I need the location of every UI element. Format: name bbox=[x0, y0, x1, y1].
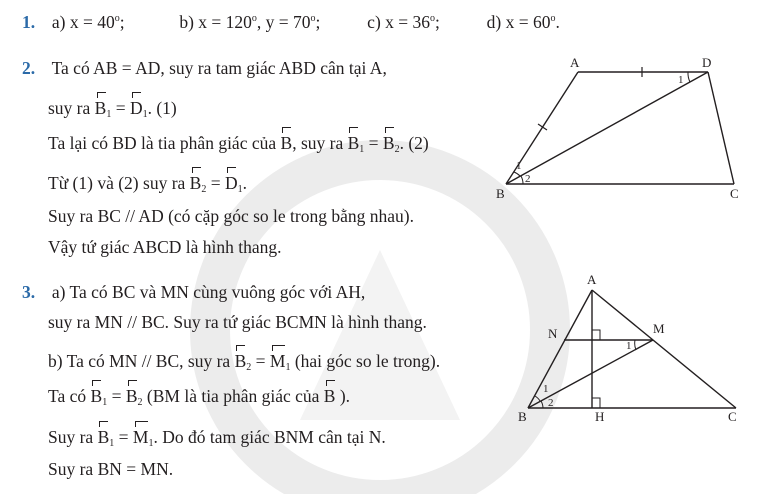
angle-b1: 1 bbox=[543, 383, 549, 395]
label-c: C bbox=[730, 186, 739, 201]
angle-m1: 1 bbox=[626, 340, 632, 352]
exercise-3-line-6: Suy ra BN = MN. bbox=[48, 459, 174, 479]
angle-d1: 1 bbox=[678, 74, 684, 86]
exercise-2-line-2: suy ra $B_1 = D_1$. (1) bbox=[48, 98, 177, 120]
label-b: B bbox=[518, 409, 527, 424]
exercise-3-line-2: suy ra MN // BC. Suy ra tứ giác BCMN là hình thang. bbox=[48, 312, 427, 332]
figure-triangle-abc bbox=[510, 268, 762, 428]
exercise-2-line-1: 2. Ta có AB = AD, suy ra tam giác ABD cân tại A, bbox=[22, 58, 387, 78]
answer-c: c) $x = 36^o$; bbox=[367, 12, 440, 32]
angle-b1: 1 bbox=[516, 160, 522, 172]
answer-b: b) $x = 120^o$, $y = 70^o$; bbox=[179, 12, 321, 32]
label-c: C bbox=[728, 409, 737, 424]
label-a: A bbox=[570, 55, 580, 70]
exercise-2-number: 2. bbox=[22, 58, 36, 78]
exercise-3-line-3: b) Ta có MN // BC, suy ra $B_2 = M_1$ (hai góc so le trong). bbox=[48, 351, 441, 373]
exercise-3-line-4: Ta có $B_1 = B_2$ (BM là tia phân giác của B ). bbox=[48, 386, 351, 408]
exercise-2-line-5: Suy ra BC // AD (có cặp góc so le trong bằng nhau). bbox=[48, 206, 414, 226]
angle-b2: 2 bbox=[548, 397, 554, 409]
exercise-2-line-6: Vậy tứ giác ABCD là hình thang. bbox=[48, 237, 282, 257]
label-b: B bbox=[496, 186, 505, 201]
label-a: A bbox=[587, 272, 597, 287]
exercise-1-number: 1. bbox=[22, 12, 36, 32]
angle-b2: 2 bbox=[525, 173, 531, 185]
answer-d: d) $x = 60^o$. bbox=[486, 12, 560, 32]
label-d: D bbox=[702, 55, 712, 70]
exercise-2-line-4: Từ (1) và (2) suy ra $B_2 = D_1$. bbox=[48, 173, 247, 195]
answer-a: a) $x = 40^o$; bbox=[51, 12, 125, 32]
exercise-3-number: 3. bbox=[22, 282, 36, 302]
label-h: H bbox=[595, 409, 605, 424]
exercise-2-line-3: Ta lại có BD là tia phân giác của B, suy ra $B_1 = B_2$. (2) bbox=[48, 133, 429, 155]
label-n: N bbox=[548, 326, 558, 341]
exercise-1 bbox=[22, 8, 560, 33]
exercise-3-line-1: 3. a) Ta có BC và MN cùng vuông góc với AH, bbox=[22, 282, 366, 302]
exercise-3-line-5: Suy ra $B_1 = M_1$. Do đó tam giác BNM cân tại N. bbox=[48, 427, 386, 449]
label-m: M bbox=[653, 321, 665, 336]
figure-trapezoid-abcd bbox=[490, 52, 760, 204]
